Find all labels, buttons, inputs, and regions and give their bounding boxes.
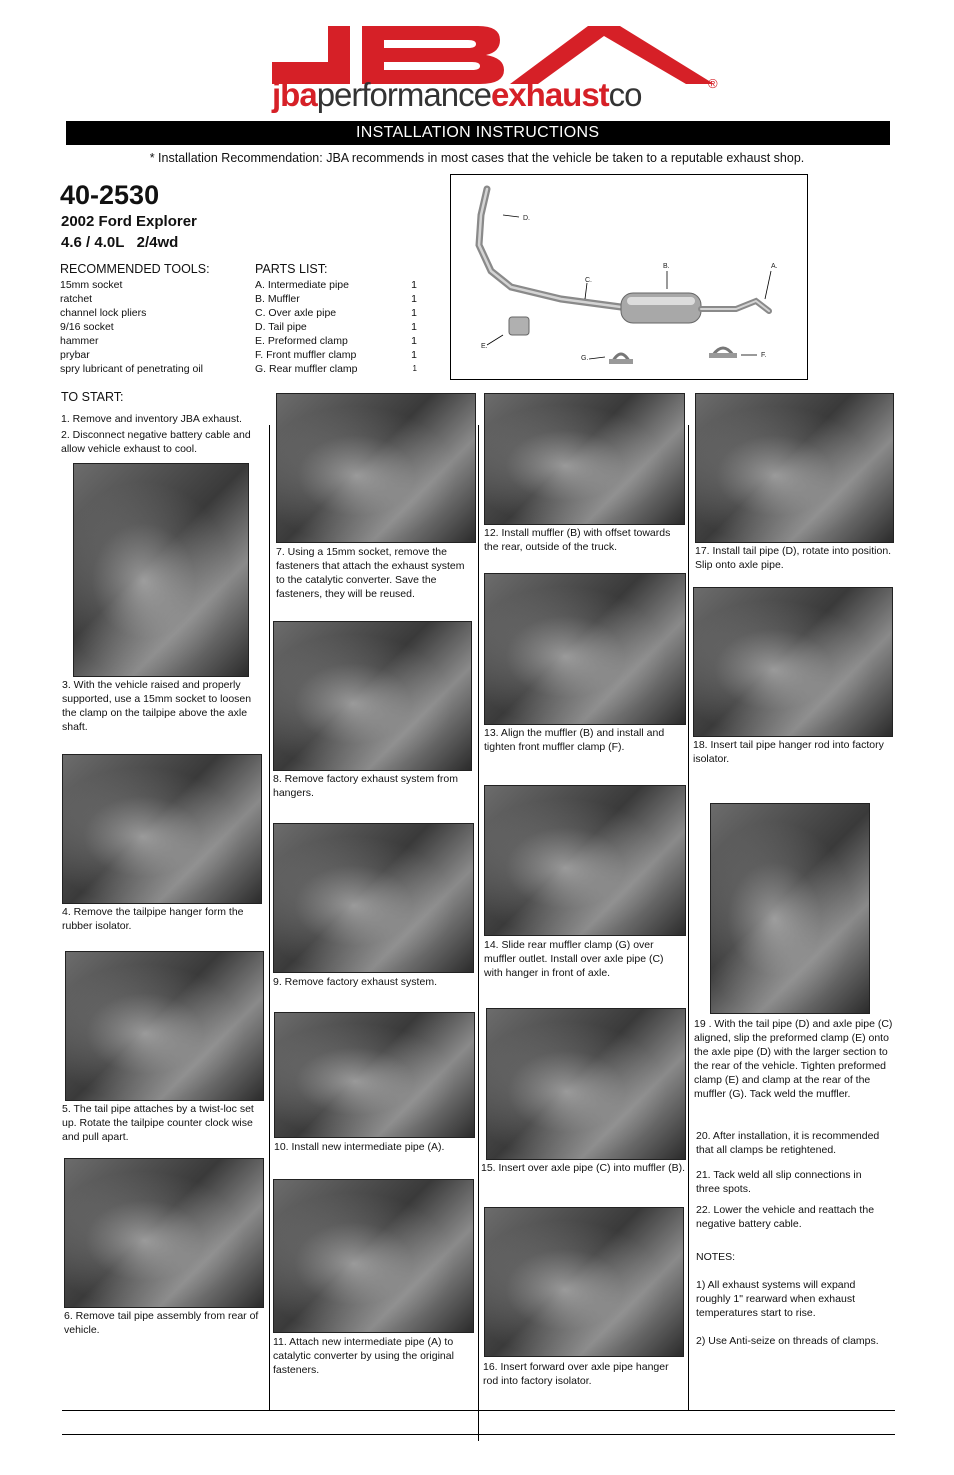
step-9-caption: 9. Remove factory exhaust system.	[273, 976, 437, 988]
step-18-caption: 18. Insert tail pipe hanger rod into factory isolator.	[693, 739, 884, 765]
step-7-photo	[276, 393, 476, 543]
registered-mark: ®	[708, 76, 718, 91]
instructions-banner	[66, 121, 890, 145]
bottom-rule	[62, 1410, 895, 1411]
step-15-caption: 15. Insert over axle pipe (C) into muffler (B).	[481, 1162, 686, 1174]
part-item: B. Muffler 1	[255, 293, 417, 305]
step-13-caption: 13. Align the muffler (B) and install and tighten front muffler clamp (F).	[484, 727, 665, 753]
exhaust-system-diagram	[451, 175, 807, 379]
bottom-rule	[62, 1434, 895, 1435]
step-4-caption: 4. Remove the tailpipe hanger form the rubber isolator.	[62, 906, 244, 932]
brand-co: co	[608, 76, 642, 113]
step-8-caption: 8. Remove factory exhaust system from hangers.	[273, 773, 458, 799]
part-item: D. Tail pipe 1	[255, 321, 417, 333]
step-6-photo	[64, 1158, 264, 1308]
step-11-caption: 11. Attach new intermediate pipe (A) to catalytic converter by using the original fasteners.	[273, 1336, 454, 1376]
step-11-photo	[273, 1179, 474, 1333]
parts-list	[255, 278, 421, 376]
step-5-caption: 5. The tail pipe attaches by a twist-loc set up. Rotate the tailpipe counter clock wise and pull apart.	[62, 1103, 254, 1143]
banner-title: INSTALLATION INSTRUCTIONS	[356, 124, 600, 141]
step-10-photo	[274, 1012, 475, 1138]
diagram-label-d: D.	[523, 215, 530, 222]
diagram-label-e: E.	[481, 343, 488, 350]
tools-list	[60, 278, 203, 376]
tool-item: 9/16 socket	[60, 321, 114, 333]
part-item: C. Over axle pipe 1	[255, 307, 417, 319]
diagram-label-b: B.	[663, 263, 670, 270]
brand-performance: performance	[316, 76, 491, 113]
step-10-caption: 10. Install new intermediate pipe (A).	[274, 1141, 445, 1153]
step-16-caption: 16. Insert forward over axle pipe hanger rod into factory isolator.	[483, 1361, 669, 1387]
step-7-caption: 7. Using a 15mm socket, remove the fasteners that attach the exhaust system to the catalytic converter. Save the fasteners, they will be reused.	[276, 546, 465, 600]
part-item: F. Front muffler clamp 1	[255, 349, 417, 361]
note-2: 2) Use Anti-seize on threads of clamps.	[696, 1335, 879, 1347]
step-5-photo	[65, 951, 264, 1101]
step-4-photo	[62, 754, 262, 904]
step-9-photo	[273, 823, 474, 973]
step-14-photo	[484, 785, 686, 936]
installation-recommendation: * Installation Recommendation: JBA recommends in most cases that the vehicle be taken to a reputable exhaust shop.	[149, 151, 805, 165]
step-6-caption: 6. Remove tail pipe assembly from rear of vehicle.	[64, 1310, 259, 1336]
part-item: E. Preformed clamp 1	[255, 335, 417, 347]
diagram-label-f: F.	[761, 352, 767, 359]
part-item: G. Rear muffler clamp 1	[255, 363, 417, 375]
notes-heading: NOTES:	[696, 1251, 736, 1263]
tool-item: channel lock pliers	[60, 307, 147, 319]
step-12-photo	[484, 393, 685, 525]
step-20-caption: 20. After installation, it is recommended that all clamps be retightened.	[696, 1130, 880, 1156]
brand-jba: jba	[272, 76, 317, 113]
diagram-label-a: A.	[771, 263, 778, 270]
engine-spec: 4.6 / 4.0L 2/4wd	[61, 234, 179, 251]
step-15-photo	[486, 1008, 686, 1160]
brand-wordmark	[272, 76, 712, 116]
step-18-photo	[693, 587, 893, 737]
step-22-caption: 22. Lower the vehicle and reattach the negative battery cable.	[696, 1204, 875, 1230]
column-divider	[688, 425, 689, 1411]
step-17-photo	[695, 393, 894, 543]
to-start-heading: TO START:	[61, 390, 124, 404]
diagram-label-g: G.	[581, 355, 589, 362]
note-1: 1) All exhaust systems will expand roughly 1" rearward when exhaust temperatures start to rise.	[696, 1279, 856, 1319]
step-12-caption: 12. Install muffler (B) with offset towards the rear, outside of the truck.	[484, 527, 671, 553]
column-divider	[478, 425, 479, 1441]
column-divider	[269, 425, 270, 1411]
step-19-photo	[710, 803, 870, 1014]
part-number: 40-2530	[60, 180, 160, 210]
step-3-caption: 3. With the vehicle raised and properly supported, use a 15mm socket to loosen the clamp on the tailpipe above the axle shaft.	[62, 679, 252, 733]
diagram-label-c: C.	[585, 277, 592, 284]
step-1-caption: 1. Remove and inventory JBA exhaust.	[61, 413, 242, 425]
step-16-photo	[484, 1207, 684, 1357]
tool-item: spry lubricant of penetrating oil	[60, 363, 203, 375]
step-14-caption: 14. Slide rear muffler clamp (G) over muffler outlet. Install over axle pipe (C) with hanger in front of axle.	[484, 939, 664, 979]
vehicle-model: 2002 Ford Explorer	[61, 213, 197, 230]
part-item: A. Intermediate pipe 1	[255, 279, 417, 291]
step-19-caption: 19 . With the tail pipe (D) and axle pipe (C) aligned, slip the preformed clamp (E) onto the axle pipe (D) with the larger section to the rear of the vehicle. Tighten preformed clamp (E) and clamp at the rear of the muffler (G). Tack weld the muffler.	[694, 1018, 893, 1100]
parts-diagram	[450, 174, 808, 380]
step-3-photo	[73, 463, 249, 677]
step-13-photo	[484, 573, 686, 725]
step-17-caption: 17. Install tail pipe (D), rotate into position. Slip onto axle pipe.	[695, 545, 892, 571]
tools-heading: RECOMMENDED TOOLS:	[60, 262, 210, 276]
tool-item: prybar	[60, 349, 90, 361]
step-21-caption: 21. Tack weld all slip connections in three spots.	[696, 1169, 862, 1195]
parts-heading: PARTS LIST:	[255, 262, 328, 276]
tool-item: ratchet	[60, 293, 93, 305]
step-2-caption: 2. Disconnect negative battery cable and allow vehicle exhaust to cool.	[61, 429, 251, 455]
brand-exhaust: exhaust	[490, 76, 609, 113]
tool-item: hammer	[60, 335, 99, 347]
step-8-photo	[273, 621, 472, 771]
tool-item: 15mm socket	[60, 279, 123, 291]
